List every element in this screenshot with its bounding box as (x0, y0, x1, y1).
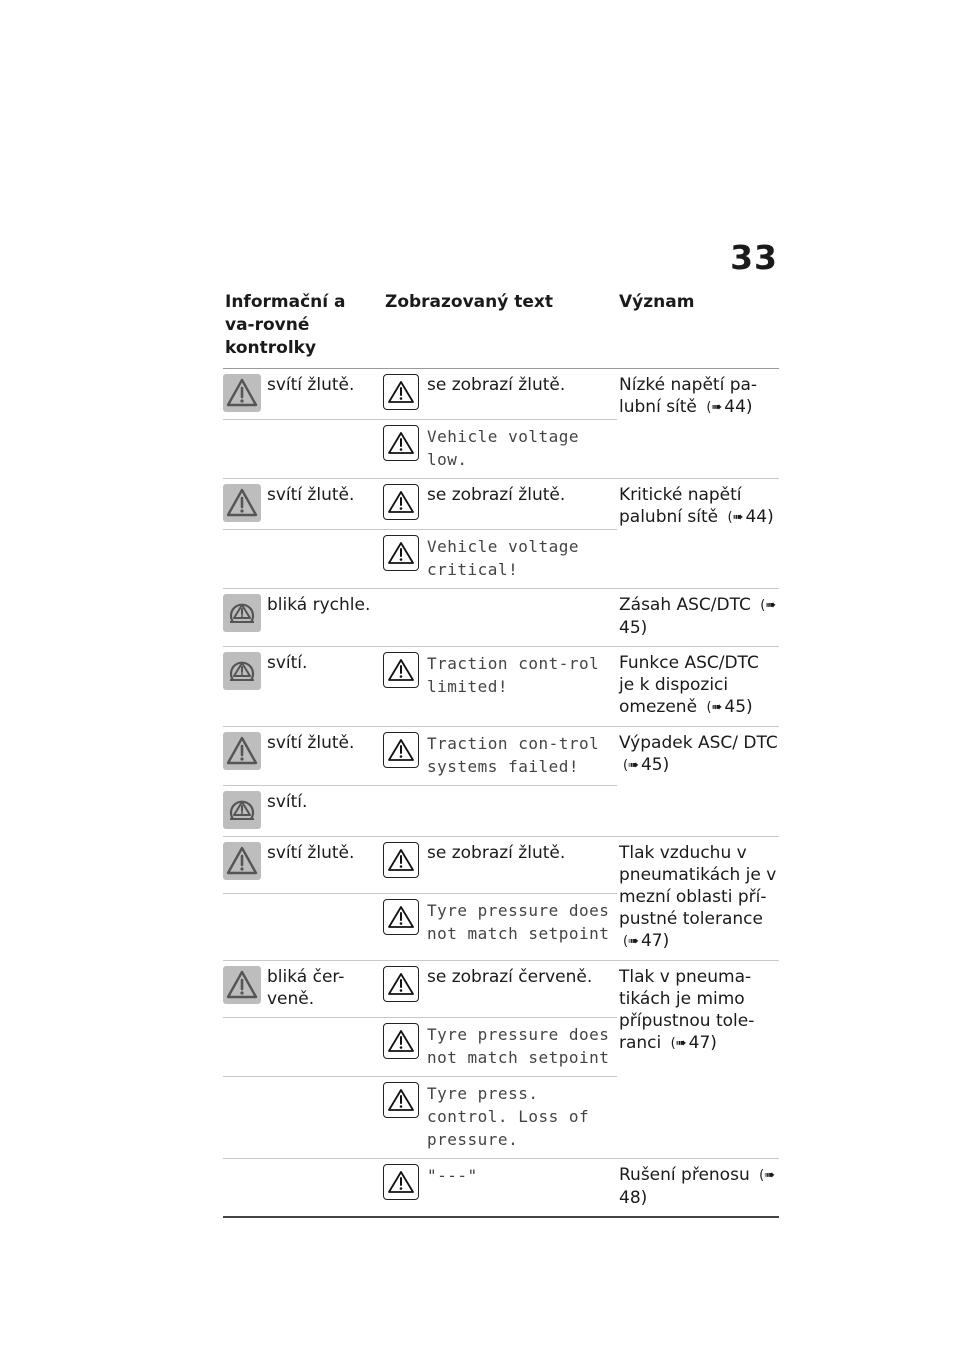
indicator-cell (223, 727, 383, 786)
indicator-cell (223, 1018, 383, 1077)
display-cell (383, 961, 617, 1018)
indicator-cell (223, 961, 383, 1018)
display-warning-icon (383, 484, 419, 520)
display-warning-icon (383, 842, 419, 878)
page-reference: 44) (724, 397, 753, 417)
display-cell (383, 1018, 617, 1077)
display-warning-icon (383, 374, 419, 410)
meaning-cell (617, 589, 779, 647)
meaning-cell (617, 727, 779, 837)
arrow-right-icon: (➠ (706, 700, 723, 715)
display-cell (383, 727, 617, 786)
asc-dtc-icon (223, 652, 261, 690)
header-meaning: Význam (617, 287, 779, 369)
display-warning-icon (383, 425, 419, 461)
indicator-cell (223, 530, 383, 589)
indicator-text: svítí. (267, 792, 308, 812)
meaning-cell (617, 479, 779, 589)
warning-triangle-icon (223, 374, 261, 412)
page-number: 33 (730, 238, 778, 277)
meaning-text: Tlak vzduchu v pneumatikách je v mezní oblasti pří-pustné tolerance (619, 843, 777, 929)
indicator-cell (223, 786, 383, 837)
indicator-text: svítí žlutě. (267, 843, 355, 863)
table-row (223, 479, 779, 530)
display-warning-icon (383, 899, 419, 935)
warning-triangle-icon (223, 966, 261, 1004)
arrow-right-icon: (➠ (727, 510, 744, 525)
indicator-text: svítí žlutě. (267, 375, 355, 395)
indicator-text: bliká čer-veně. (267, 967, 345, 1009)
indicator-text: bliká rychle. (267, 595, 371, 615)
display-message: Traction con-trol systems failed! (427, 734, 600, 776)
display-message: Tyre pressure does not match setpoint (427, 1025, 610, 1067)
page-reference: 47) (640, 931, 670, 951)
display-text: se zobrazí žlutě. (427, 375, 566, 395)
page-reference: 47) (688, 1033, 717, 1053)
display-warning-icon (383, 732, 419, 768)
display-message: "---" (427, 1166, 478, 1185)
meaning-text: Výpadek ASC/ DTC (619, 733, 778, 753)
meaning-text: Rušení přenosu (619, 1165, 750, 1185)
indicator-cell (223, 420, 383, 479)
display-text: se zobrazí červeně. (427, 967, 593, 987)
display-cell (383, 530, 617, 589)
page-reference: 45) (619, 618, 648, 638)
page-reference: 45) (724, 697, 753, 717)
meaning-cell (617, 837, 779, 961)
arrow-right-icon: (➠ (760, 598, 777, 613)
meaning-text: Tlak v pneuma-tikách je mimo přípustnou tole-ranci (619, 967, 755, 1053)
display-cell (383, 1159, 617, 1218)
meaning-text: Nízké napětí pa-lubní sítě (619, 375, 758, 417)
indicator-cell (223, 589, 383, 647)
warning-triangle-icon (223, 484, 261, 522)
display-message: Tyre press. control. Loss of pressure. (427, 1084, 590, 1149)
indicator-text: svítí žlutě. (267, 733, 355, 753)
arrow-right-icon: (➠ (759, 1168, 776, 1183)
meaning-cell (617, 1159, 779, 1218)
meaning-text: Kritické napětí palubní sítě (619, 485, 742, 527)
display-message: Vehicle voltage low. (427, 427, 579, 469)
indicator-cell (223, 1159, 383, 1218)
page-reference: 44) (745, 507, 774, 527)
meaning-cell (617, 961, 779, 1159)
arrow-right-icon: (➠ (623, 934, 639, 949)
display-text: se zobrazí žlutě. (427, 485, 566, 505)
table-row (223, 727, 779, 786)
table-row (223, 369, 779, 420)
table-row (223, 589, 779, 647)
display-cell (383, 894, 617, 961)
display-warning-icon (383, 535, 419, 571)
asc-dtc-icon (223, 594, 261, 632)
display-warning-icon (383, 1082, 419, 1118)
meaning-text: Funkce ASC/DTC je k dispozici omezeně (619, 653, 759, 717)
display-message: Vehicle voltage critical! (427, 537, 579, 579)
indicator-cell (223, 894, 383, 961)
display-text: se zobrazí žlutě. (427, 843, 566, 863)
arrow-right-icon: (➠ (623, 758, 639, 773)
meaning-cell (617, 369, 779, 479)
display-message: Traction cont-rol limited! (427, 654, 600, 696)
display-warning-icon (383, 1164, 419, 1200)
indicator-text: svítí. (267, 653, 308, 673)
display-cell (383, 786, 617, 837)
indicator-cell (223, 1077, 383, 1159)
indicator-cell (223, 647, 383, 727)
display-cell (383, 837, 617, 894)
asc-dtc-icon (223, 791, 261, 829)
display-cell (383, 589, 617, 647)
page-reference: 45) (640, 755, 670, 775)
display-warning-icon (383, 652, 419, 688)
warning-triangle-icon (223, 842, 261, 880)
header-indicator: Informační a va-rovné kontrolky (223, 287, 383, 369)
arrow-right-icon: (➠ (670, 1036, 687, 1051)
indicator-table (223, 287, 779, 1218)
table-row (223, 1159, 779, 1218)
display-cell (383, 369, 617, 420)
display-cell (383, 647, 617, 727)
meaning-text: Zásah ASC/DTC (619, 595, 751, 615)
indicator-text: svítí žlutě. (267, 485, 355, 505)
page-reference: 48) (619, 1188, 648, 1208)
table-row (223, 961, 779, 1018)
display-message: Tyre pressure does not match setpoint (427, 901, 610, 944)
table-header-row (223, 287, 779, 369)
display-warning-icon (383, 966, 419, 1002)
table-row (223, 837, 779, 894)
warning-triangle-icon (223, 732, 261, 770)
table-row (223, 647, 779, 727)
display-cell (383, 479, 617, 530)
display-cell (383, 420, 617, 479)
display-cell (383, 1077, 617, 1159)
display-warning-icon (383, 1023, 419, 1059)
indicator-cell (223, 369, 383, 420)
meaning-cell (617, 647, 779, 727)
header-display-text: Zobrazovaný text (383, 287, 617, 369)
indicator-cell (223, 479, 383, 530)
indicator-cell (223, 837, 383, 894)
arrow-right-icon: (➠ (706, 400, 723, 415)
